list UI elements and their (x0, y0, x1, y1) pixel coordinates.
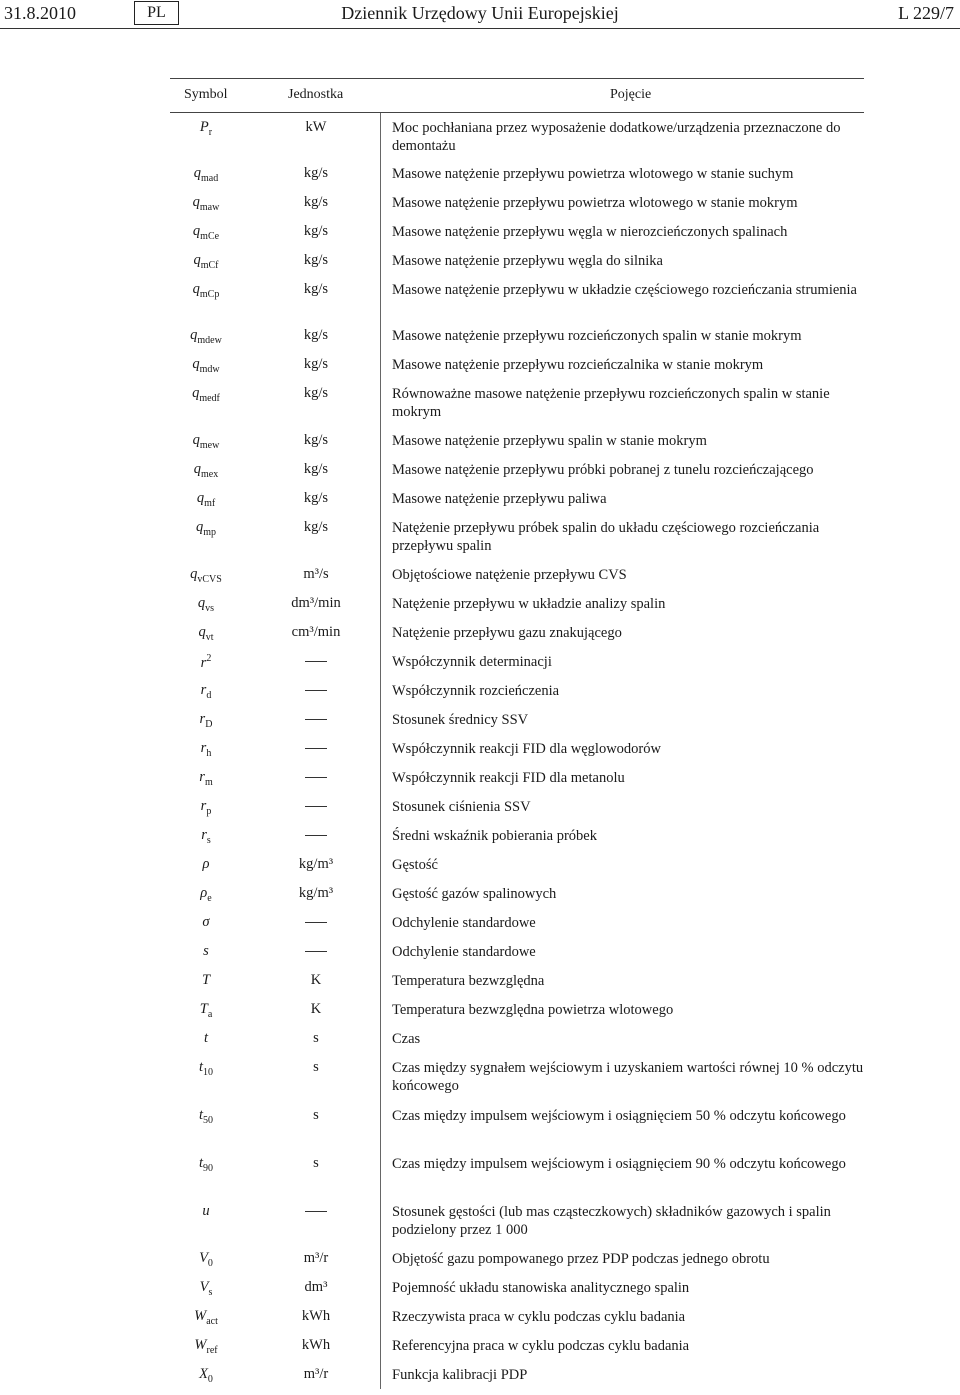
row-definition: Gęstość (392, 857, 438, 873)
row-unit: s (313, 1030, 319, 1046)
row-unit (266, 1203, 366, 1220)
row-definition: Natężenie przepływu próbek spalin do układu częściowego rozcieńczania przepływu spalin (392, 520, 820, 554)
row-symbol: $q_{medf}$ (192, 385, 220, 404)
row-definition: Objętość gazu pompowanego przez PDP podczas jednego obrotu (392, 1251, 770, 1267)
table-header (170, 78, 864, 113)
row-definition: Masowe natężenie przepływu węgla do silnika (392, 253, 663, 269)
row-definition: Pojemność układu stanowiska analitycznego spalin (392, 1280, 690, 1296)
row-symbol: $q_{vCVS}$ (190, 566, 222, 585)
row-symbol: $r_m$ (199, 769, 213, 788)
row-symbol: $r_p$ (200, 798, 212, 817)
table-row (170, 792, 864, 821)
header-rule (0, 28, 960, 29)
row-definition: Czas (392, 1031, 421, 1047)
table-row (170, 763, 864, 792)
row-symbol: σ (202, 914, 210, 930)
row-unit: kg/m³ (298, 856, 334, 872)
table-row (170, 647, 864, 676)
table-row (170, 850, 864, 879)
dimensionless-dash (305, 748, 327, 749)
row-unit: kWh (301, 1308, 331, 1324)
dimensionless-dash (305, 661, 327, 662)
row-definition: Stosunek ciśnienia SSV (392, 799, 531, 815)
table-row (170, 589, 864, 618)
table-row (170, 275, 864, 321)
row-symbol: $q_{mCe}$ (192, 223, 220, 242)
table-row (170, 455, 864, 484)
table-row (170, 113, 864, 159)
row-definition: Gęstość gazów spalinowych (392, 886, 557, 902)
table-row (170, 560, 864, 589)
table-row (170, 705, 864, 734)
row-symbol: $q_{mp}$ (195, 519, 217, 538)
row-definition: Referencyjna praca w cyklu podczas cyklu badania (392, 1338, 690, 1354)
row-symbol: $r_D$ (199, 711, 213, 730)
row-unit: kg/s (303, 385, 329, 401)
table-row (170, 908, 864, 937)
row-definition: Stosunek średnicy SSV (392, 712, 529, 728)
row-unit: kg/s (303, 165, 329, 181)
table-row (170, 1024, 864, 1053)
row-unit: kg/s (303, 490, 329, 506)
row-definition: Stosunek gęstości (lub mas cząsteczkowych) składników gazowych i spalin podzielony przez 1 000 (392, 1204, 831, 1238)
row-definition: Masowe natężenie przepływu paliwa (392, 491, 607, 507)
row-definition: Masowe natężenie przepływu powietrza wlotowego w stanie suchym (392, 166, 794, 182)
table-row (170, 937, 864, 966)
row-unit: s (313, 1107, 319, 1123)
table-row (170, 350, 864, 379)
column-header-unit: Jednostka (288, 87, 344, 102)
row-unit (266, 769, 366, 786)
row-symbol: s (203, 943, 209, 959)
row-unit: kg/s (303, 432, 329, 448)
row-definition: Natężenie przepływu w układzie analizy spalin (392, 596, 666, 612)
table-row (170, 1273, 864, 1302)
table-row (170, 1360, 864, 1389)
row-definition: Masowe natężenie przepływu spalin w stanie mokrym (392, 433, 707, 449)
row-unit (266, 711, 366, 728)
dimensionless-dash (305, 951, 327, 952)
row-definition: Średni wskaźnik pobierania próbek (392, 828, 597, 844)
row-definition: Odchylenie standardowe (392, 944, 536, 960)
row-symbol: $V_0$ (199, 1250, 213, 1269)
column-header-definition: Pojęcie (610, 87, 652, 102)
table-row (170, 217, 864, 246)
table-row (170, 676, 864, 705)
row-definition: Współczynnik rozcieńczenia (392, 683, 560, 699)
row-definition: Masowe natężenie przepływu powietrza wlotowego w stanie mokrym (392, 195, 798, 211)
row-definition: Rzeczywista praca w cyklu podczas cyklu badania (392, 1309, 686, 1325)
table-row (170, 995, 864, 1024)
row-symbol: $r_h$ (200, 740, 212, 759)
row-definition: Masowe natężenie przepływu rozcieńczalnika w stanie mokrym (392, 357, 764, 373)
row-definition: Masowe natężenie przepływu próbki pobranej z tunelu rozcieńczającego (392, 462, 814, 478)
table-body (170, 113, 864, 1389)
table-row (170, 188, 864, 217)
row-definition: Natężenie przepływu gazu znakującego (392, 625, 622, 641)
row-unit: dm³/min (291, 595, 341, 611)
column-header-symbol: Symbol (184, 87, 228, 102)
row-symbol: $q_{mex}$ (193, 461, 219, 480)
row-symbol: $q_{mdew}$ (190, 327, 222, 346)
table-row (170, 1149, 864, 1197)
table-row (170, 1053, 864, 1101)
row-definition: Objętościowe natężenie przepływu CVS (392, 567, 627, 583)
row-unit (266, 740, 366, 757)
row-symbol: $q_{mCf}$ (193, 252, 219, 271)
row-symbol: $W_{ref}$ (194, 1337, 218, 1356)
row-unit: s (313, 1059, 319, 1075)
publication-date: 31.8.2010 (4, 3, 76, 23)
row-unit: kg/s (303, 327, 329, 343)
row-unit: K (310, 972, 322, 988)
row-definition: Odchylenie standardowe (392, 915, 536, 931)
row-unit: dm³ (304, 1279, 328, 1295)
table-row (170, 513, 864, 560)
page-header (0, 0, 960, 32)
row-symbol: $r_d$ (200, 682, 212, 701)
row-unit: kW (305, 119, 327, 135)
row-unit (266, 682, 366, 699)
table-row (170, 1197, 864, 1244)
row-definition: Temperatura bezwzględna powietrza wlotowego (392, 1002, 674, 1018)
table-row (170, 246, 864, 275)
row-definition: Masowe natężenie przepływu w układzie częściowego rozcieńczania strumienia (392, 282, 857, 298)
row-unit: kg/s (303, 252, 329, 268)
table-row (170, 879, 864, 908)
table-row (170, 1302, 864, 1331)
table-row (170, 321, 864, 350)
table-row (170, 484, 864, 513)
row-symbol: $T_a$ (199, 1001, 213, 1020)
row-unit: s (313, 1155, 319, 1171)
row-symbol: $t_{90}$ (198, 1155, 214, 1174)
row-unit: kg/s (303, 194, 329, 210)
row-unit: kg/s (303, 461, 329, 477)
journal-title: Dziennik Urzędowy Unii Europejskiej (341, 3, 619, 23)
table-row (170, 426, 864, 455)
row-unit: kg/s (303, 281, 329, 297)
row-definition: Masowe natężenie przepływu węgla w nierozcieńczonych spalinach (392, 224, 788, 240)
row-unit: K (310, 1001, 322, 1017)
row-definition: Masowe natężenie przepływu rozcieńczonych spalin w stanie mokrym (392, 328, 802, 344)
table-row (170, 966, 864, 995)
row-definition: Czas między impulsem wejściowym i osiągnięciem 50 % odczytu końcowego (392, 1108, 846, 1124)
language-badge: PL (134, 1, 179, 25)
row-unit: kWh (301, 1337, 331, 1353)
row-symbol: $q_{mew}$ (192, 432, 220, 451)
row-symbol: $t_{50}$ (198, 1107, 214, 1126)
table-row (170, 821, 864, 850)
table-row (170, 159, 864, 188)
row-unit (266, 914, 366, 931)
table-row (170, 734, 864, 763)
dimensionless-dash (305, 1211, 327, 1212)
row-symbol: $q_{vt}$ (198, 624, 214, 643)
row-symbol: T (201, 972, 211, 988)
row-unit (266, 653, 366, 670)
row-unit: kg/m³ (298, 885, 334, 901)
symbols-table (170, 78, 864, 1389)
page-number: L 229/7 (898, 3, 954, 23)
table-row (170, 379, 864, 426)
row-definition: Współczynnik reakcji FID dla metanolu (392, 770, 625, 786)
row-symbol: $q_{mdw}$ (192, 356, 220, 375)
dimensionless-dash (305, 719, 327, 720)
dimensionless-dash (305, 806, 327, 807)
dimensionless-dash (305, 777, 327, 778)
row-unit: kg/s (303, 356, 329, 372)
table-row (170, 618, 864, 647)
row-unit (266, 827, 366, 844)
table-row (170, 1244, 864, 1273)
row-symbol: $X_0$ (199, 1366, 213, 1385)
table-row (170, 1331, 864, 1360)
row-symbol: $q_{mad}$ (193, 165, 219, 184)
row-unit (266, 943, 366, 960)
row-symbol: $q_{mf}$ (196, 490, 216, 509)
row-symbol: $q_{mCp}$ (192, 281, 220, 300)
row-symbol: $r_s$ (201, 827, 211, 846)
row-definition: Moc pochłaniana przez wyposażenie dodatkowe/urządzenia przeznaczone do demontażu (392, 120, 841, 154)
row-unit: cm³/min (291, 624, 341, 640)
row-unit: m³/r (303, 1250, 329, 1266)
row-definition: Temperatura bezwzględna (392, 973, 545, 989)
row-definition: Współczynnik reakcji FID dla węglowodorów (392, 741, 661, 757)
row-definition: Funkcja kalibracji PDP (392, 1367, 528, 1383)
row-symbol: $P_r$ (199, 119, 213, 138)
row-definition: Czas między sygnałem wejściowym i uzyskaniem wartości równej 10 % odczytu końcowego (392, 1060, 864, 1094)
table-row (170, 1101, 864, 1149)
row-symbol: $\rho_e$ (200, 885, 212, 904)
row-unit (266, 798, 366, 815)
row-symbol: $q_{maw}$ (192, 194, 220, 213)
row-unit: m³/s (303, 566, 329, 582)
row-symbol: t (203, 1030, 209, 1046)
row-symbol: $q_{vs}$ (197, 595, 215, 614)
row-symbol: $V_s$ (199, 1279, 213, 1298)
row-symbol: u (202, 1203, 210, 1219)
dimensionless-dash (305, 690, 327, 691)
row-unit: kg/s (303, 223, 329, 239)
dimensionless-dash (305, 922, 327, 923)
row-symbol: $r^2$ (200, 653, 212, 671)
row-definition: Współczynnik determinacji (392, 654, 552, 670)
row-definition: Równoważne masowe natężenie przepływu rozcieńczonych spalin w stanie mokrym (392, 386, 830, 420)
row-symbol: $W_{act}$ (194, 1308, 218, 1327)
row-unit: m³/r (303, 1366, 329, 1382)
row-symbol: $t_{10}$ (198, 1059, 214, 1078)
row-symbol: ρ (202, 856, 210, 872)
row-unit: kg/s (303, 519, 329, 535)
dimensionless-dash (305, 835, 327, 836)
row-definition: Czas między impulsem wejściowym i osiągnięciem 90 % odczytu końcowego (392, 1156, 846, 1172)
